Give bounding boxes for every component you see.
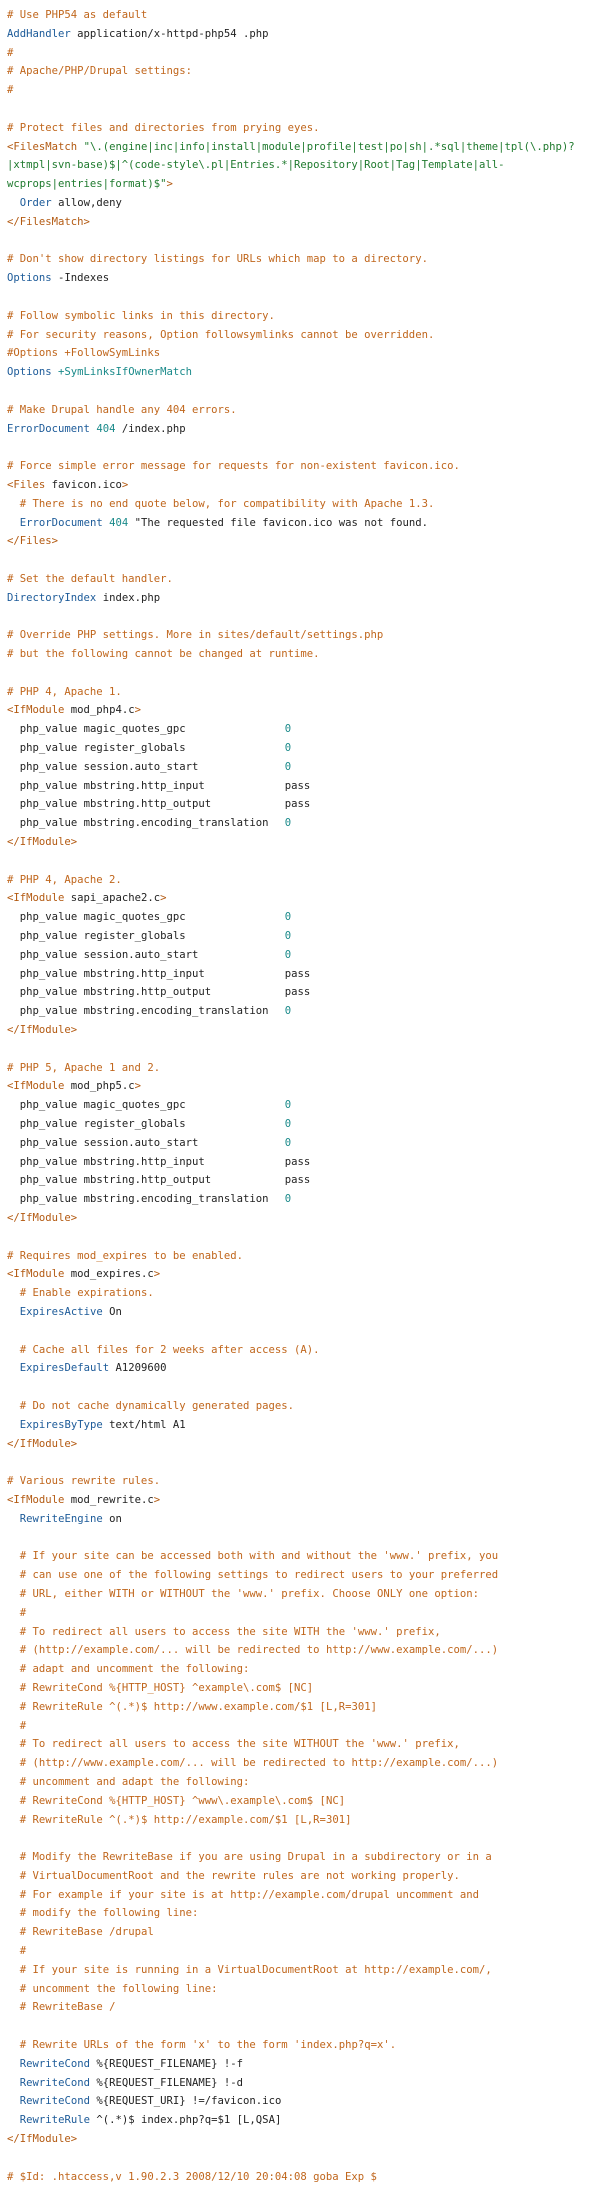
comment-line [7, 1792, 600, 1811]
comment-line [7, 1660, 600, 1679]
php-setting-value: 0 [284, 911, 292, 924]
directive-value: -Indexes [58, 272, 110, 285]
php-setting-name: php_value mbstring.encoding_translation [19, 817, 269, 830]
comment-text: # Cache all files for 2 weeks after access (A). [19, 1343, 320, 1356]
comment-line [7, 645, 600, 664]
comment-text: # Protect files and directories from prying eyes. [7, 121, 320, 134]
comment-line [7, 1472, 600, 1491]
comment-text: # Requires mod_expires to be enabled. [7, 1249, 243, 1262]
directive-line [7, 2055, 600, 2074]
comment-line [7, 2168, 600, 2186]
directive-value: on [109, 1512, 122, 1525]
comment-text: # For security reasons, Option followsymlinks cannot be overridden. [7, 328, 435, 341]
blank-line [7, 664, 600, 683]
section-argument: mod_php4.c [70, 704, 135, 717]
section-open-tag: <FilesMatch [7, 140, 78, 153]
directive-line [7, 363, 600, 382]
blank-line [7, 382, 600, 401]
php-setting-value: 0 [284, 948, 292, 961]
pattern-string: |xtmpl|svn-base)$|^(code-style\.pl|Entries.*|Repository|Root|Tag|Template|all- [7, 159, 505, 172]
comment-text: # Make Drupal handle any 404 errors. [7, 403, 237, 416]
section-open-line [7, 1265, 600, 1284]
comment-text: # [7, 46, 14, 59]
php-value-line [7, 1190, 600, 1209]
comment-line [7, 1397, 600, 1416]
comment-text: # modify the following line: [19, 1907, 199, 1920]
comment-line [7, 1867, 600, 1886]
comment-line [7, 1341, 600, 1360]
php-setting-value: 0 [284, 1099, 292, 1112]
section-open-tag-end: > [160, 892, 167, 905]
section-close-line [7, 213, 600, 232]
directive-line [7, 589, 600, 608]
directive-line [7, 2074, 600, 2093]
comment-text: # Apache/PHP/Drupal settings: [7, 65, 192, 78]
comment-text: # VirtualDocumentRoot and the rewrite rules are not working properly. [19, 1869, 460, 1882]
php-setting-value: pass [284, 798, 311, 811]
blank-line [7, 1453, 600, 1472]
section-open-tag-end: > [153, 1268, 161, 1281]
php-value-line [7, 814, 600, 833]
comment-line [7, 1623, 600, 1642]
blank-line [7, 608, 600, 627]
comment-line [7, 1923, 600, 1942]
comment-text: # (http://www.example.com/... will be redirected to http://example.com/...) [19, 1757, 499, 1770]
section-open-tag: <IfModule [7, 704, 65, 717]
comment-text: # uncomment and adapt the following: [19, 1775, 250, 1788]
comment-text: # PHP 4, Apache 2. [7, 873, 122, 886]
section-close-line [7, 833, 600, 852]
comment-text: # RewriteBase /drupal [19, 1926, 154, 1939]
comment-text: # $Id: .htaccess,v 1.90.2.3 2008/12/10 20:04:08 goba Exp $ [7, 2170, 377, 2183]
section-open-tag-end: > [153, 1493, 161, 1506]
comment-text: # Don't show directory listings for URLs which map to a directory. [7, 253, 428, 266]
comment-text: # To redirect all users to access the site WITH the 'www.' prefix, [19, 1625, 441, 1638]
comment-text: # adapt and uncomment the following: [19, 1663, 250, 1676]
comment-line [7, 683, 600, 702]
comment-line [7, 1679, 600, 1698]
directive-value: %{REQUEST_URI} !=/favicon.ico [96, 2095, 282, 2108]
comment-text: # Follow symbolic links in this directory. [7, 309, 275, 322]
php-setting-value: 0 [284, 930, 292, 943]
php-setting-value: 0 [284, 1136, 292, 1149]
section-open-tag-end: > [166, 178, 173, 191]
directive-value: A1209600 [115, 1362, 167, 1375]
section-open-tag-end: > [134, 1080, 141, 1093]
comment-line [7, 495, 600, 514]
comment-text: # RewriteRule ^(.*)$ http://example.com/$1 [L,R=301] [19, 1813, 352, 1826]
comment-line [7, 1848, 600, 1867]
directive-name: Options [7, 272, 52, 285]
comment-text: # PHP 5, Apache 1 and 2. [7, 1061, 161, 1074]
directive-line [7, 2111, 600, 2130]
comment-line [7, 1811, 600, 1830]
comment-text: # Do not cache dynamically generated pages. [19, 1399, 295, 1412]
comment-text: # Modify the RewriteBase if you are using Drupal in a subdirectory or in a [19, 1851, 492, 1864]
comment-line [7, 1247, 600, 1266]
comment-text: # RewriteRule ^(.*)$ http://www.example.com/$1 [L,R=301] [19, 1700, 377, 1713]
php-value-line [7, 908, 600, 927]
comment-text: # uncomment the following line: [19, 1982, 218, 1995]
directive-line [7, 514, 600, 533]
section-close-tag: </IfModule> [7, 2133, 78, 2146]
section-close-line [7, 532, 600, 551]
comment-text: # PHP 4, Apache 1. [7, 685, 122, 698]
php-value-line [7, 739, 600, 758]
comment-line [7, 1886, 600, 1905]
comment-line [7, 250, 600, 269]
section-close-line [7, 1209, 600, 1228]
blank-line [7, 288, 600, 307]
section-open-line [7, 701, 600, 720]
section-open-tag: <IfModule [7, 892, 65, 905]
php-value-line [7, 927, 600, 946]
php-setting-value: pass [284, 1174, 311, 1187]
comment-line [7, 1717, 600, 1736]
directive-line [7, 269, 600, 288]
comment-line [7, 2036, 600, 2055]
directive-name: ExpiresActive [19, 1305, 103, 1318]
comment-line [7, 401, 600, 420]
comment-text: # Rewrite URLs of the form 'x' to the form 'index.php?q=x'. [19, 2039, 397, 2052]
php-setting-value: pass [284, 779, 311, 792]
blank-line [7, 1322, 600, 1341]
pattern-continuation-line [7, 175, 600, 194]
php-setting-name: php_value magic_quotes_gpc [19, 723, 186, 736]
comment-text: # Enable expirations. [19, 1287, 154, 1300]
php-value-line [7, 720, 600, 739]
comment-text: # [19, 1945, 27, 1958]
php-setting-value: 0 [284, 1005, 292, 1018]
comment-line [7, 1904, 600, 1923]
php-setting-value: 0 [284, 817, 292, 830]
php-setting-value: pass [284, 986, 311, 999]
blank-line [7, 852, 600, 871]
comment-text: #Options +FollowSymLinks [7, 347, 161, 360]
blank-line [7, 1040, 600, 1059]
section-close-tag: </IfModule> [7, 836, 78, 849]
php-setting-name: php_value mbstring.http_output [19, 798, 212, 811]
comment-text: # can use one of the following settings to redirect users to your preferred [19, 1569, 499, 1582]
comment-line [7, 1641, 600, 1660]
comment-line [7, 119, 600, 138]
section-argument: sapi_apache2.c [70, 892, 161, 905]
comment-line [7, 871, 600, 890]
directive-value: ^(.*)$ index.php?q=$1 [L,QSA] [96, 2114, 282, 2127]
comment-text: # Force simple error message for requests for non-existent favicon.ico. [7, 460, 460, 473]
comment-line [7, 6, 600, 25]
php-value-line [7, 777, 600, 796]
comment-line [7, 570, 600, 589]
php-setting-name: php_value session.auto_start [19, 760, 199, 773]
section-open-line [7, 476, 600, 495]
comment-text: # RewriteCond %{HTTP_HOST} ^example\.com$ [NC] [19, 1681, 314, 1694]
comment-line [7, 1604, 600, 1623]
php-setting-name: php_value mbstring.http_input [19, 1155, 205, 1168]
directive-name: RewriteEngine [19, 1512, 103, 1525]
directive-value: index.php [102, 591, 161, 604]
php-setting-value: 0 [284, 760, 292, 773]
pattern-string: "\.(engine|inc|info|install|module|profile|test|po|sh|.*sql|theme|tpl(\.php)? [83, 140, 575, 153]
section-argument: favicon.ico [51, 478, 122, 491]
directive-name: ExpiresDefault [19, 1362, 110, 1375]
comment-text: # Override PHP settings. More in sites/default/settings.php [7, 629, 384, 642]
php-setting-name: php_value register_globals [19, 742, 186, 755]
comment-text: # [7, 84, 14, 97]
directive-name: Order [19, 196, 52, 209]
directive-value: %{REQUEST_FILENAME} !-d [96, 2076, 244, 2089]
php-setting-value: 0 [284, 723, 292, 736]
comment-line [7, 1585, 600, 1604]
comment-line [7, 1566, 600, 1585]
directive-value: /index.php [121, 422, 186, 435]
directive-line [7, 1416, 600, 1435]
comment-text: # RewriteCond %{HTTP_HOST} ^www\.example\.com$ [NC] [19, 1794, 346, 1807]
section-open-tag: <IfModule [7, 1493, 65, 1506]
directive-line [7, 1359, 600, 1378]
section-open-line [7, 138, 600, 157]
comment-text: # [19, 1606, 27, 1619]
comment-text: # RewriteBase / [19, 2001, 116, 2014]
blank-line [7, 1829, 600, 1848]
directive-line [7, 420, 600, 439]
php-value-line [7, 946, 600, 965]
comment-line [7, 1998, 600, 2017]
php-value-line [7, 965, 600, 984]
directive-name: AddHandler [7, 27, 71, 40]
section-close-line [7, 1435, 600, 1454]
directive-name: DirectoryIndex [7, 591, 97, 604]
comment-line [7, 81, 600, 100]
php-value-line [7, 1096, 600, 1115]
comment-text: # There is no end quote below, for compatibility with Apache 1.3. [19, 497, 435, 510]
directive-value: allow,deny [58, 196, 122, 209]
section-open-line [7, 1077, 600, 1096]
php-setting-name: php_value mbstring.http_input [19, 967, 205, 980]
comment-line [7, 307, 600, 326]
directive-line [7, 25, 600, 44]
directive-number: 404 [109, 516, 129, 529]
comment-line [7, 1698, 600, 1717]
comment-line [7, 1284, 600, 1303]
directive-value: text/html A1 [109, 1418, 186, 1431]
php-setting-value: 0 [284, 1193, 292, 1206]
comment-line [7, 44, 600, 63]
php-value-line [7, 1115, 600, 1134]
comment-line [7, 1961, 600, 1980]
directive-number: 404 [96, 422, 116, 435]
directive-value: +SymLinksIfOwnerMatch [58, 366, 192, 379]
php-setting-name: php_value register_globals [19, 1118, 186, 1131]
php-setting-name: php_value magic_quotes_gpc [19, 911, 186, 924]
php-setting-name: php_value magic_quotes_gpc [19, 1099, 186, 1112]
php-setting-name: php_value session.auto_start [19, 1136, 199, 1149]
php-setting-value: 0 [284, 742, 292, 755]
section-open-line [7, 1491, 600, 1510]
pattern-string: wcprops|entries|format)$" [7, 178, 167, 191]
comment-text: # but the following cannot be changed at runtime. [7, 648, 320, 661]
php-setting-name: php_value mbstring.encoding_translation [19, 1193, 269, 1206]
section-close-tag: </IfModule> [7, 1212, 78, 1224]
directive-name: Options [7, 366, 52, 379]
pattern-continuation-line [7, 156, 600, 175]
directive-name: ErrorDocument [19, 516, 103, 529]
directive-value: %{REQUEST_FILENAME} !-f [96, 2057, 244, 2070]
comment-line [7, 457, 600, 476]
comment-line [7, 1059, 600, 1078]
section-open-tag-end: > [121, 478, 129, 491]
section-argument: mod_php5.c [70, 1080, 135, 1093]
comment-text: # For example if your site is at http://example.com/drupal uncomment and [19, 1888, 480, 1901]
section-close-tag: </Files> [7, 535, 59, 548]
comment-text: # If your site can be accessed both with and without the 'www.' prefix, you [19, 1550, 499, 1563]
section-open-tag: <Files [7, 478, 46, 491]
php-setting-name: php_value mbstring.http_input [19, 779, 205, 792]
php-setting-name: php_value session.auto_start [19, 948, 199, 961]
php-setting-name: php_value mbstring.http_output [19, 1174, 212, 1187]
section-close-tag: </IfModule> [7, 1437, 78, 1450]
directive-line [7, 194, 600, 213]
comment-line [7, 1735, 600, 1754]
blank-line [7, 2017, 600, 2036]
directive-line [7, 2092, 600, 2111]
directive-name: RewriteCond [19, 2057, 90, 2070]
php-setting-name: php_value mbstring.encoding_translation [19, 1005, 269, 1018]
directive-line [7, 1303, 600, 1322]
directive-name: RewriteCond [19, 2095, 90, 2108]
php-value-line [7, 1002, 600, 1021]
directive-name: RewriteCond [19, 2076, 90, 2089]
blank-line [7, 438, 600, 457]
php-setting-value: 0 [284, 1118, 292, 1131]
comment-line [7, 626, 600, 645]
comment-text: # To redirect all users to access the site WITHOUT the 'www.' prefix, [19, 1738, 460, 1751]
comment-text: # Set the default handler. [7, 572, 173, 585]
section-close-tag: </FilesMatch> [7, 215, 90, 228]
directive-value: application/x-httpd-php54 .php [77, 27, 269, 40]
blank-line [7, 2149, 600, 2168]
comment-text: # Various rewrite rules. [7, 1475, 161, 1488]
comment-line [7, 1773, 600, 1792]
comment-text: # (http://example.com/... will be redirected to http://www.example.com/...) [19, 1644, 499, 1657]
comment-line [7, 326, 600, 345]
php-value-line [7, 983, 600, 1002]
section-argument: mod_expires.c [70, 1268, 154, 1281]
section-open-tag-end: > [134, 704, 141, 717]
directive-name: ExpiresByType [19, 1418, 103, 1431]
php-value-line [7, 758, 600, 777]
blank-line [7, 1378, 600, 1397]
section-close-line [7, 2130, 600, 2149]
php-value-line [7, 1171, 600, 1190]
comment-line [7, 1547, 600, 1566]
section-open-tag: <IfModule [7, 1080, 65, 1093]
comment-line [7, 62, 600, 81]
php-value-line [7, 1153, 600, 1172]
directive-name: ErrorDocument [7, 422, 90, 435]
php-setting-value: pass [284, 1155, 311, 1168]
section-argument: mod_rewrite.c [70, 1493, 154, 1506]
comment-text: # [19, 1719, 27, 1732]
comment-line [7, 344, 600, 363]
php-setting-value: pass [284, 967, 311, 980]
blank-line [7, 1228, 600, 1247]
blank-line [7, 232, 600, 251]
directive-line [7, 1510, 600, 1529]
php-value-line [7, 795, 600, 814]
directive-value: "The requested file favicon.ico was not found. [134, 516, 429, 529]
section-open-tag: <IfModule [7, 1268, 65, 1281]
directive-value: On [109, 1305, 122, 1318]
blank-line [7, 551, 600, 570]
php-setting-name: php_value mbstring.http_output [19, 986, 212, 999]
section-close-line [7, 1021, 600, 1040]
comment-text: # URL, either WITH or WITHOUT the 'www.' prefix. Choose ONLY one option: [19, 1587, 480, 1600]
section-close-tag: </IfModule> [7, 1024, 78, 1037]
section-open-line [7, 889, 600, 908]
comment-text: # Use PHP54 as default [7, 9, 148, 21]
php-value-line [7, 1134, 600, 1153]
comment-line [7, 1980, 600, 1999]
comment-line [7, 1754, 600, 1773]
php-setting-name: php_value register_globals [19, 930, 186, 943]
directive-name: RewriteRule [19, 2114, 90, 2127]
comment-text: # If your site is running in a VirtualDocumentRoot at http://example.com/, [19, 1963, 492, 1976]
blank-line [7, 100, 600, 119]
blank-line [7, 1529, 600, 1548]
comment-line [7, 1942, 600, 1961]
